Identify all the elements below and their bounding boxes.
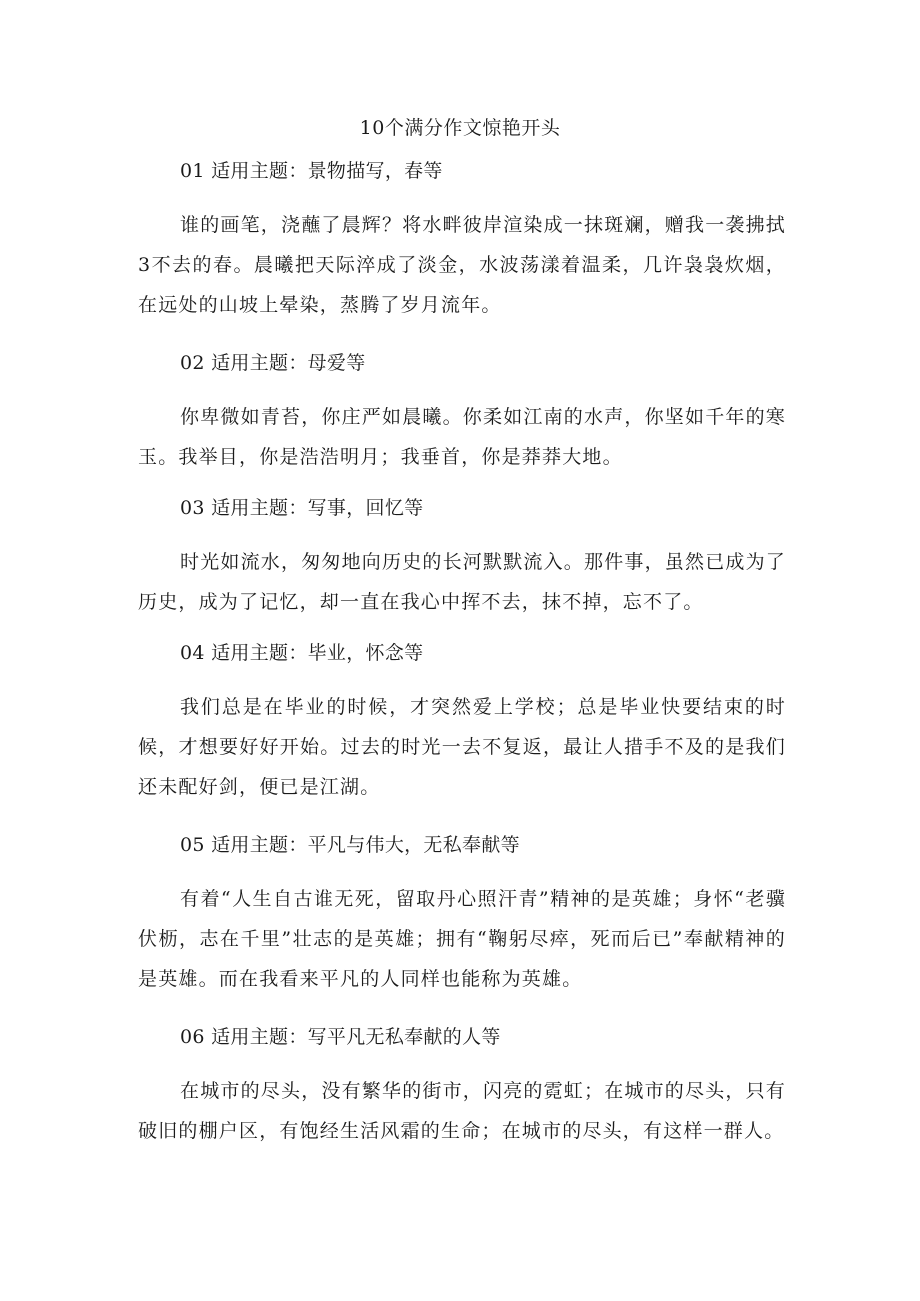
section-heading: 02 适用主题：母爱等 (180, 352, 366, 374)
section-heading: 01 适用主题：景物描写，春等 (180, 160, 443, 182)
section-heading: 03 适用主题：写事，回忆等 (180, 497, 424, 519)
section-paragraph: 我们总是在毕业的时候，才突然爱上学校；总是毕业快要结束的时候，才想要好好开始。过去的时光一去不复返，最让人措手不及的是我们还未配好剑，便已是江湖。 (138, 696, 786, 798)
section-heading: 06 适用主题：写平凡无私奉献的人等 (180, 1026, 501, 1048)
section-05 (138, 831, 786, 999)
section-04 (138, 639, 786, 807)
section-06 (138, 1023, 786, 1151)
section-heading: 05 适用主题：平凡与伟大，无私奉献等 (180, 834, 520, 856)
section-01 (138, 157, 786, 325)
section-03 (138, 494, 786, 622)
section-paragraph: 在城市的尽头，没有繁华的街市，闪亮的霓虹；在城市的尽头，只有破旧的棚户区，有饱经生活风霜的生命；在城市的尽头，有这样一群人。 (138, 1080, 787, 1142)
section-paragraph: 有着“人生自古谁无死，留取丹心照汗青”精神的是英雄；身怀“老骥伏枥，志在千里”壮志的是英雄；拥有“鞠躬尽瘁，死而后已”奉献精神的是英雄。而在我看来平凡的人同样也能称为英雄。 (138, 888, 786, 990)
section-heading: 04 适用主题：毕业，怀念等 (180, 642, 424, 664)
section-paragraph: 时光如流水，匆匆地向历史的长河默默流入。那件事，虽然已成为了历史，成为了记忆，却一直在我心中挥不去，抹不掉，忘不了。 (138, 551, 787, 613)
document-title: 10个满分作文惊艳开头 (359, 117, 561, 139)
section-paragraph: 你卑微如青苔，你庄严如晨曦。你柔如江南的水声，你坚如千年的寒玉。我举目，你是浩浩明月；我垂首，你是莽莽大地。 (138, 406, 787, 468)
section-paragraph: 谁的画笔，浇蘸了晨辉？将水畔彼岸渲染成一抹斑斓，赠我一袭拂拭3不去的春。晨曦把天际淬成了淡金，水波荡漾着温柔，几许袅袅炊烟，在远处的山坡上晕染，蒸腾了岁月流年。 (138, 214, 787, 316)
section-02 (138, 349, 786, 477)
